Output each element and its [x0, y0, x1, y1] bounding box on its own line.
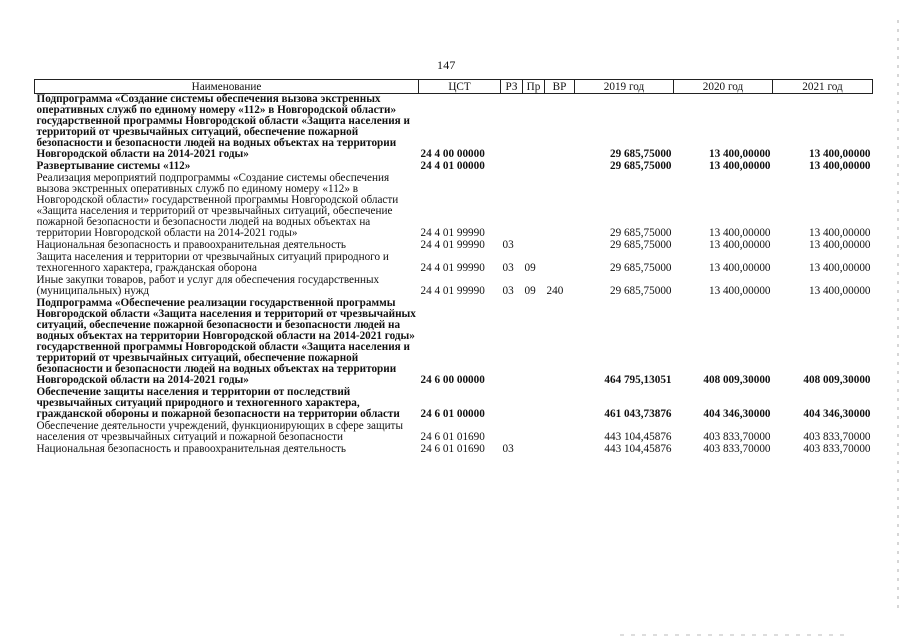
row-vr: [545, 297, 575, 386]
row-2019: 443 104,45876: [604, 431, 672, 443]
row-rz: 03: [502, 285, 514, 297]
row-rz: [501, 420, 523, 443]
row-pr: [523, 160, 545, 172]
table-row: [35, 251, 873, 274]
scan-edge-artifact: [897, 20, 899, 610]
row-name: Национальная безопасность и правоохранительная деятельность: [36, 443, 347, 455]
row-2020: 13 400,00000: [708, 239, 771, 251]
row-2020: 404 346,30000: [703, 408, 771, 420]
row-2021: 13 400,00000: [808, 262, 871, 274]
row-2020: 408 009,30000: [703, 374, 771, 386]
row-code: 24 6 00 00000: [420, 374, 485, 386]
row-2021: 13 400,00000: [808, 148, 871, 160]
row-code: 24 6 01 01690: [420, 431, 485, 443]
row-2021: 408 009,30000: [803, 374, 871, 386]
table-row: [35, 420, 873, 443]
row-2019: 443 104,45876: [604, 443, 672, 455]
row-code: 24 4 01 99990: [420, 285, 485, 297]
header-pr: Пр: [523, 80, 545, 94]
row-rz: 03: [502, 443, 514, 455]
row-code: 24 4 01 00000: [420, 160, 485, 172]
header-vr: ВР: [545, 80, 575, 94]
table-row: [35, 160, 873, 172]
row-2020: 13 400,00000: [708, 262, 771, 274]
table-body: [35, 94, 873, 456]
row-code: 24 4 01 99990: [420, 239, 485, 251]
row-2020: 13 400,00000: [708, 285, 771, 297]
row-rz: 03: [502, 239, 514, 251]
table-header-row: [35, 80, 873, 94]
header-code: ЦСТ: [419, 80, 501, 94]
row-2020: 13 400,00000: [708, 160, 771, 172]
row-name: Подпрограмма «Обеспечение реализации государственной программы Новгородской области «Защита населения и территорий от чрезвычайных ситуаций, обеспечение пожарной безопасности и безопасности людей на водных объектах на территории Новгородской области на 2014-2021 годы» государственной программы Новгородской области «Защита населения и территорий от чрезвычайных ситуаций, обеспечение пожарной безопасности и безопасности людей на водных объектах на территории Новгородской области на 2014-2021 годы»: [36, 297, 416, 386]
table-row: [35, 94, 873, 161]
table-row: [35, 172, 873, 239]
row-vr: [545, 160, 575, 172]
row-2019: 464 795,13051: [604, 374, 672, 386]
row-code: 24 4 01 99990: [420, 227, 485, 239]
row-rz: [501, 160, 523, 172]
row-2020: 13 400,00000: [708, 148, 771, 160]
row-pr: [523, 94, 545, 161]
row-pr: 09: [524, 285, 536, 297]
row-vr: 240: [546, 285, 564, 297]
table-row: [35, 297, 873, 386]
row-vr: [545, 420, 575, 443]
row-name: Реализация мероприятий подпрограммы «Создание системы обеспечения вызова экстренных оперативных служб по единому номеру «112» в Новгородской области» государственной программы Новгородской области «Защита населения и территорий от чрезвычайных ситуаций, обеспечение пожарной безопасности и безопасности людей на водных объектах на территории Новгородской области на 2014-2021 годы»: [36, 172, 399, 239]
row-2020: 403 833,70000: [703, 443, 771, 455]
row-rz: [501, 172, 523, 239]
row-pr: 09: [524, 262, 536, 274]
row-vr: [545, 386, 575, 420]
row-pr: [523, 239, 545, 251]
header-2020: 2020 год: [674, 80, 773, 94]
row-code: 24 4 01 99990: [420, 262, 485, 274]
row-pr: [523, 443, 545, 455]
row-name: Национальная безопасность и правоохранительная деятельность: [36, 239, 347, 251]
table-row: [35, 239, 873, 251]
table-row: [35, 274, 873, 297]
row-2021: 403 833,70000: [803, 431, 871, 443]
row-name: Развертывание системы «112»: [36, 160, 191, 172]
table-row: [35, 386, 873, 420]
row-2019: 29 685,75000: [609, 285, 672, 297]
row-2019: 29 685,75000: [609, 262, 672, 274]
row-name: Иные закупки товаров, работ и услуг для обеспечения государственных (муниципальных) нужд: [36, 274, 380, 297]
page-number: 147: [437, 58, 456, 72]
row-2021: 403 833,70000: [803, 443, 871, 455]
row-2021: 13 400,00000: [808, 160, 871, 172]
row-name: Подпрограмма «Создание системы обеспечения вызова экстренных оперативных служб по единому номеру «112» в Новгородской области» государственной программы Новгородской области «Защита населения и территорий от чрезвычайных ситуаций, обеспечение пожарной безопасности и безопасности людей на водных объектах на территории Новгородской области на 2014-2021 годы»: [36, 93, 410, 160]
row-rz: [501, 94, 523, 161]
row-pr: [523, 297, 545, 386]
row-vr: [545, 251, 575, 274]
row-2019: 29 685,75000: [609, 148, 672, 160]
row-2020: 13 400,00000: [708, 227, 771, 239]
row-rz: [501, 297, 523, 386]
row-code: 24 6 01 01690: [420, 443, 485, 455]
scan-bottom-artifact: [620, 634, 850, 636]
row-code: 24 6 01 00000: [420, 408, 485, 420]
row-2021: 13 400,00000: [808, 285, 871, 297]
row-pr: [523, 386, 545, 420]
row-vr: [545, 443, 575, 455]
row-vr: [545, 239, 575, 251]
row-2019: 29 685,75000: [609, 227, 672, 239]
row-2020: 403 833,70000: [703, 431, 771, 443]
row-rz: [501, 386, 523, 420]
row-name: Обеспечение деятельности учреждений, функционирующих в сфере защиты населения от чрезвычайных ситуаций и пожарной безопасности: [36, 420, 403, 443]
table-row: [35, 443, 873, 455]
row-vr: [545, 172, 575, 239]
row-code: 24 4 00 00000: [420, 148, 485, 160]
header-2019: 2019 год: [575, 80, 674, 94]
row-rz: 03: [502, 262, 514, 274]
row-2021: 404 346,30000: [803, 408, 871, 420]
row-pr: [523, 172, 545, 239]
row-2019: 29 685,75000: [609, 160, 672, 172]
row-2019: 29 685,75000: [609, 239, 672, 251]
row-vr: [545, 94, 575, 161]
header-rz: РЗ: [501, 80, 523, 94]
row-name: Обеспечение защиты населения и территории от последствий чрезвычайных ситуаций природного и техногенного характера, гражданской обороны и пожарной безопасности на территории области: [36, 386, 400, 420]
row-pr: [523, 420, 545, 443]
header-name: Наименование: [35, 80, 419, 94]
header-2021: 2021 год: [773, 80, 873, 94]
budget-table: [34, 79, 873, 455]
row-2021: 13 400,00000: [808, 239, 871, 251]
row-2019: 461 043,73876: [604, 408, 672, 420]
row-2021: 13 400,00000: [808, 227, 871, 239]
row-name: Защита населения и территории от чрезвычайных ситуаций природного и техногенного характера, гражданская оборона: [36, 251, 389, 274]
